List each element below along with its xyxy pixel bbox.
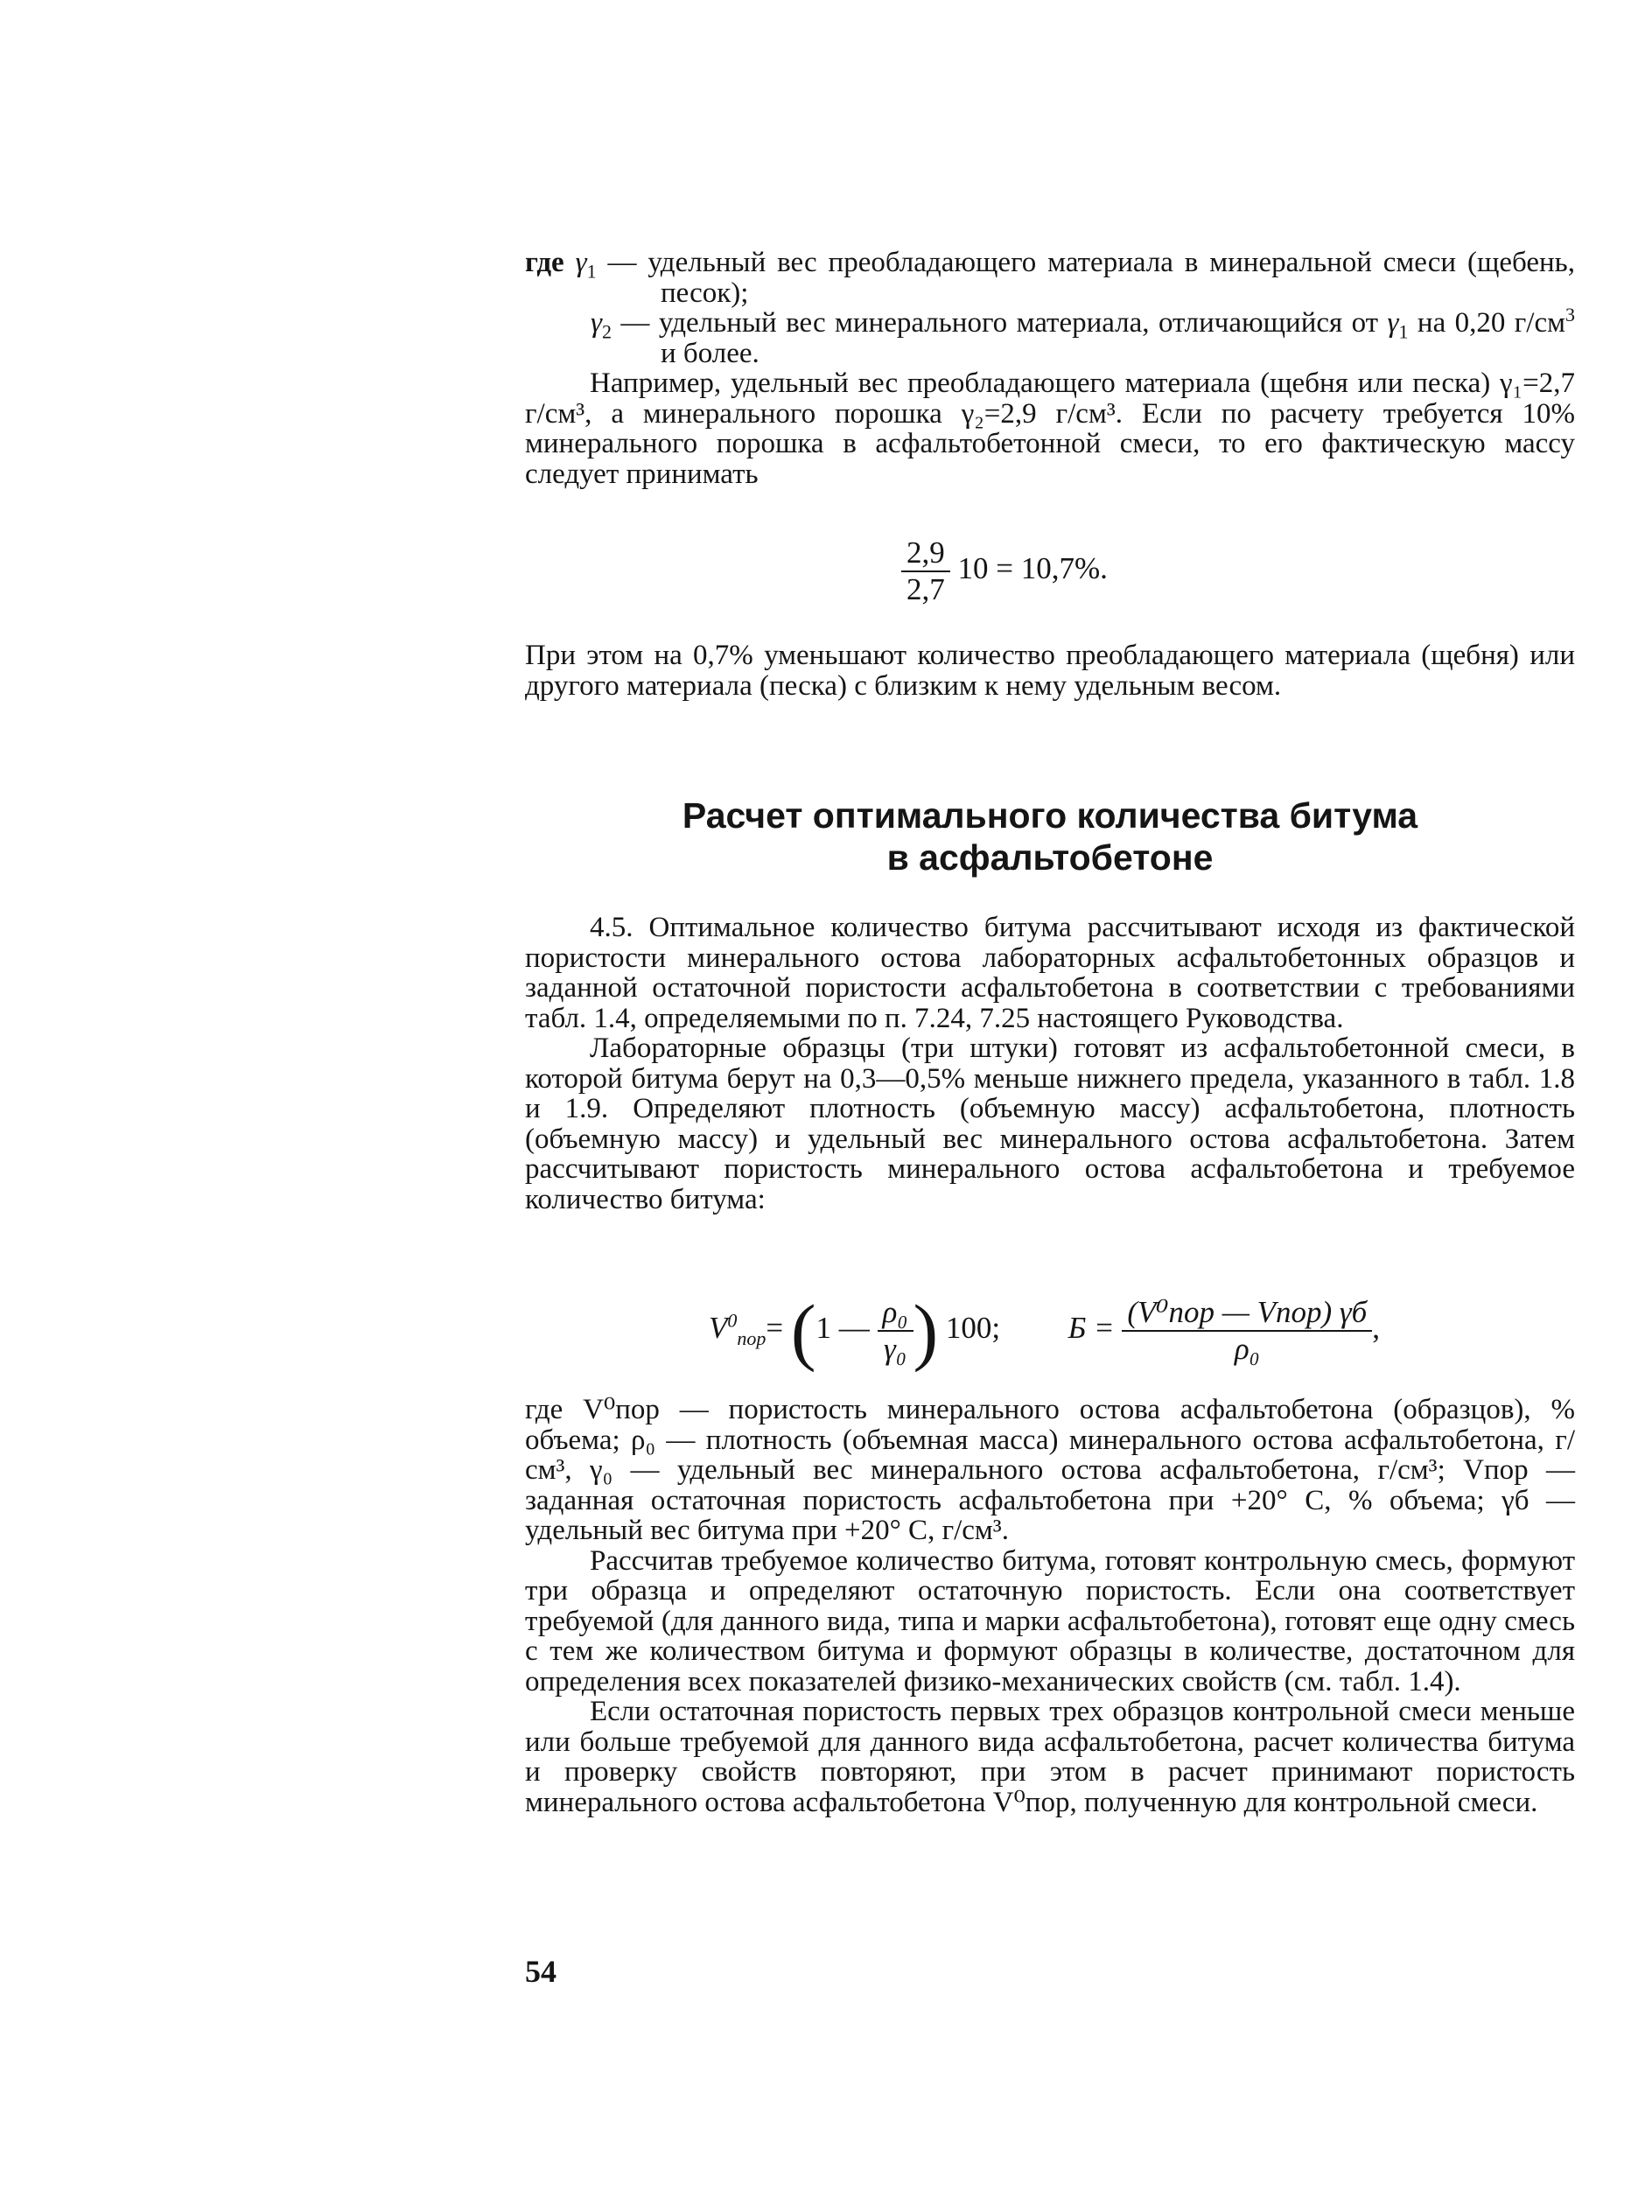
gamma1-symbol: γ: [575, 247, 587, 278]
gamma1-ref-symbol: γ: [1387, 307, 1399, 339]
bitumen-denominator: ρ₀: [1234, 1332, 1260, 1366]
formula-comma: ,: [1372, 1311, 1381, 1346]
bitumen-numerator: (V⁰пор — Vпор) γб: [1122, 1295, 1372, 1332]
v0-subscript: пор: [737, 1327, 766, 1350]
equation-result: 10 = 10,7%.: [949, 551, 1108, 586]
one-minus: 1 —: [816, 1311, 870, 1346]
gamma2-symbol: γ: [591, 307, 603, 339]
paragraph-lab-samples: Лабораторные образцы (три штуки) готовят из асфальтобетонной смеси, в которой битума берут на 0,3—0,5% меньше нижнего предела, указанного в табл. 1.8 и 1.9. Определяют плотность (объемную массу) асфальтобетона, плотность (объемную массу) и удельный вес минерального остова асфальтобетона. Затем рассчитывают пористость минерального остова асфальтобетона и требуемое количество битума:: [525, 1032, 1575, 1215]
body-block-2: [525, 1395, 1575, 1817]
equals-sign: =: [766, 1311, 791, 1346]
example-paragraph: Например, удельный вес преобладающего материала (щебня или песка) γ₁=2,7 г/см³, а минерального порошка γ₂=2,9 г/см³. Если по расчету требуется 10% минерального порошка в асфальтобетонной смеси, то его фактическую массу следует принимать: [525, 368, 1575, 490]
gamma2-text-end: и более.: [661, 337, 760, 369]
after-equation-block: [525, 640, 1575, 701]
v0-superscript: 0: [727, 1309, 738, 1332]
rho0-numerator: ρ₀: [878, 1295, 914, 1332]
rho-gamma-fraction: [878, 1295, 914, 1367]
where-word: где: [525, 247, 564, 278]
section-heading: [525, 794, 1575, 878]
body-block: [525, 913, 1575, 1214]
paragraph-control-mix: Рассчитав требуемое количество битума, готовят контрольную смесь, формуют три образца и определяют остаточную пористость. Если она соответствует требуемой (для данного вида, типа и марки асфальтобетона), готовят еще одну смесь с тем же количеством битума и формуют образцы в количестве, достаточном для определения всех показателей физико-механических свойств (см. табл. 1.4).: [525, 1544, 1575, 1698]
gamma1-ref-index: 1: [1398, 320, 1409, 343]
gamma2-definition: [525, 304, 1576, 369]
paragraph-4-5: 4.5. Оптимальное количество битума рассчитывают исходя из фактической пористости минерального остова лабораторных асфальтобетонных образцов и заданной остаточной пористости асфальтобетона в соответствии с требованиями табл. 1.4, определяемыми по п. 7.24, 7.25 настоящего Руководства.: [525, 912, 1575, 1034]
heading-line-2: в асфальтобетоне: [886, 837, 1214, 878]
bitumen-fraction: [1122, 1295, 1372, 1367]
fraction-numerator: 2,9: [901, 536, 950, 572]
bitumen-symbol: Б =: [1068, 1311, 1115, 1346]
gamma1-definition: [525, 248, 1575, 308]
example-equation: [901, 536, 1108, 607]
where-definitions: где V⁰пор — пористость минерального остова асфальтобетона (образцов), % объема; ρ₀ — плотность (объемная масса) минерального остова асфальтобетона, г/см³, γ₀ — удельный вес минерального остова асфальтобетона, г/см³; Vпор — заданная остаточная пористость асфальтобетона при +20° С, % объема; γб — удельный вес битума при +20° С, г/см³.: [525, 1394, 1575, 1546]
heading-line-1: Расчет оптимального количества битума: [682, 795, 1418, 836]
gamma0-denominator: γ₀: [884, 1332, 906, 1366]
gamma1-text-line2: смеси (щебень, песок);: [661, 247, 1575, 309]
fraction-denominator: 2,7: [906, 572, 945, 606]
paragraph-residual-porosity: Если остаточная пористость первых трех образцов контрольной смеси меньше или больше требуемой для данного вида асфальтобетона, расчет количества битума и проверку свойств повторяют, при этом в расчет принимают пористость минерального остова асфальтобетона V⁰пор, полученную для контрольной смеси.: [525, 1696, 1575, 1818]
unit-exponent: 3: [1565, 304, 1576, 326]
gamma1-text-line1: — удельный вес преобладающего материала в минеральной: [596, 247, 1372, 278]
gamma2-index: 2: [602, 320, 612, 343]
gamma2-text-line1: — удельный вес минерального материала, отличающийся от: [612, 307, 1379, 339]
times-100: 100;: [938, 1311, 1001, 1346]
ratio-fraction: [901, 536, 950, 607]
gamma2-text-line2: на 0,20 г/см: [1408, 307, 1566, 339]
v0-por-symbol: $V^0_{пор}$: [709, 1309, 766, 1350]
gamma1-index: 1: [586, 260, 597, 283]
page-number: 54: [525, 1954, 556, 1989]
left-paren: (: [790, 1289, 816, 1373]
definitions-block: [525, 248, 1575, 489]
right-paren: ): [913, 1289, 939, 1373]
porosity-formula: [709, 1289, 1381, 1373]
after-equation-paragraph: При этом на 0,7% уменьшают количество преобладающего материала (щебня) или другого материала (песка) с близким к нему удельным весом.: [525, 640, 1575, 702]
